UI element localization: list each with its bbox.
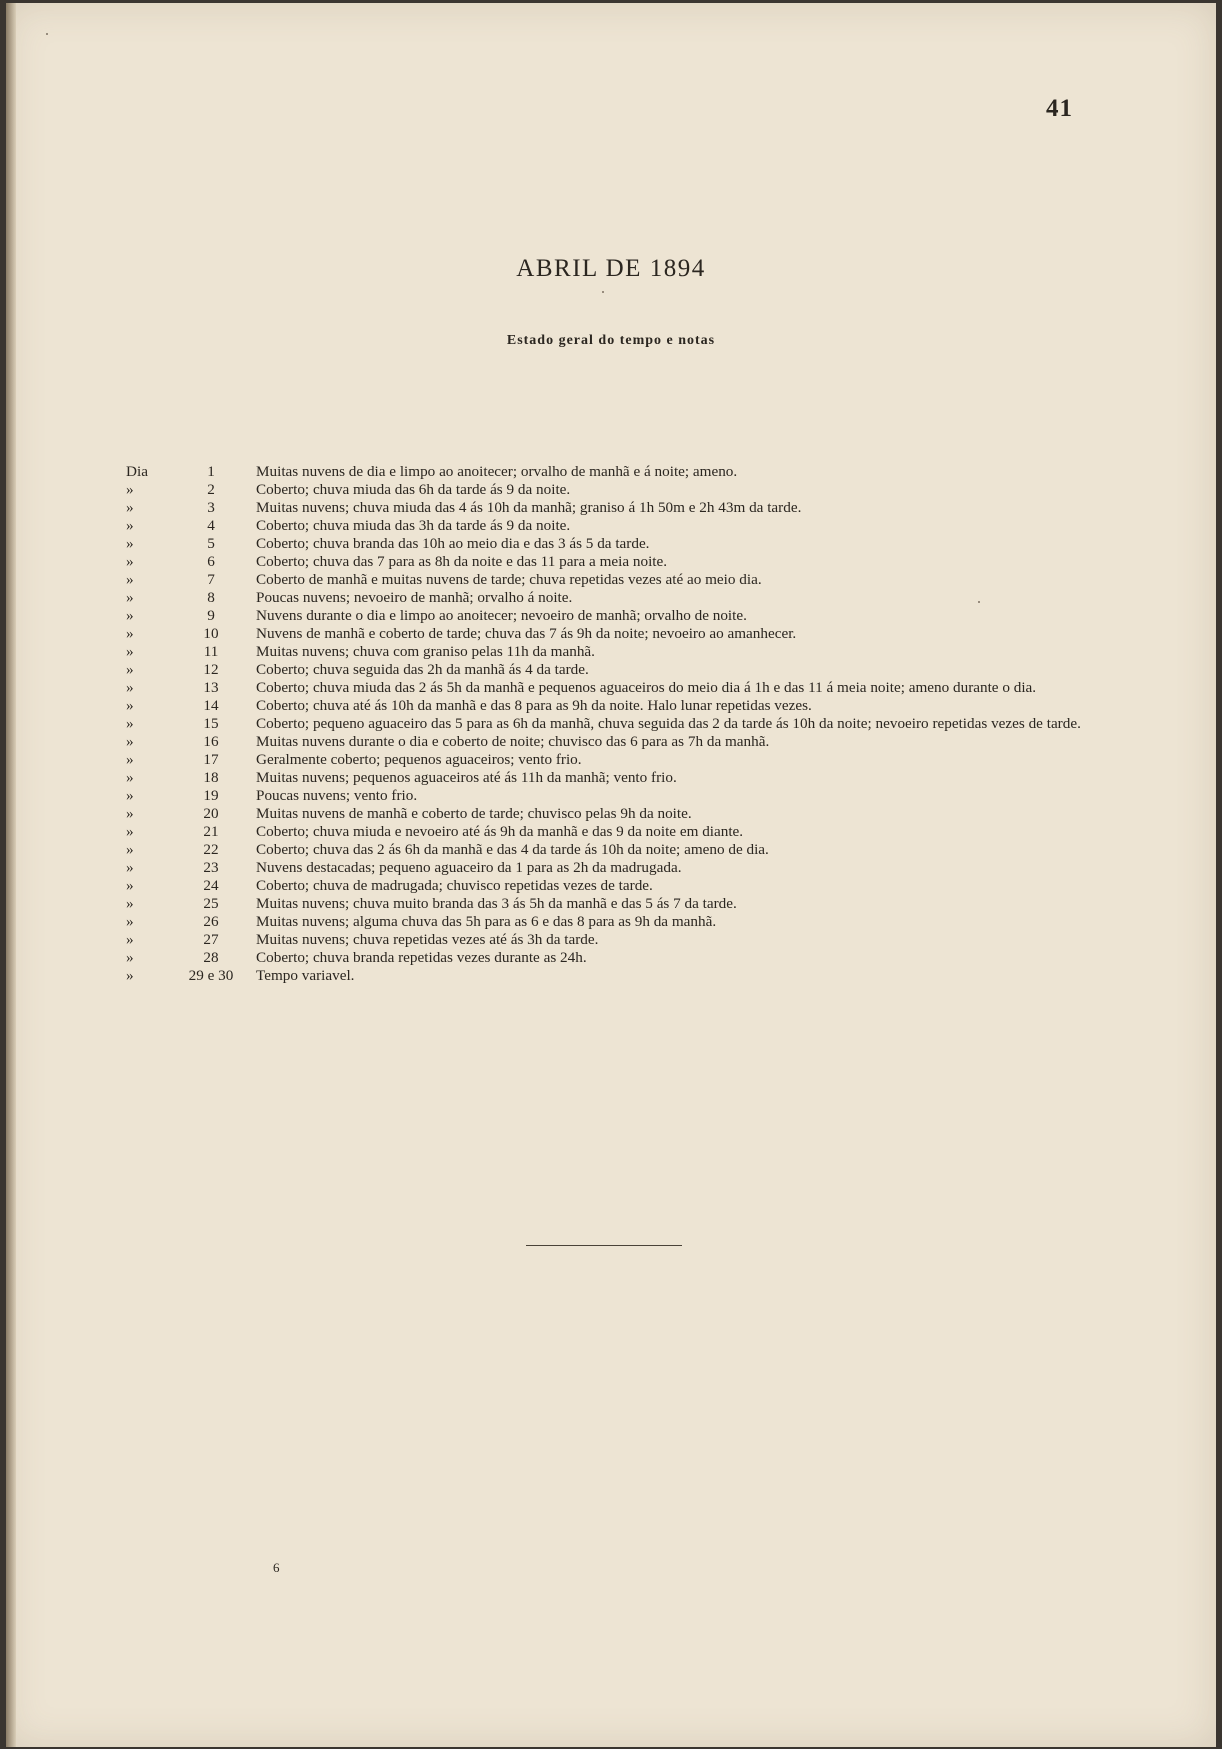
entry-label: » — [126, 787, 134, 804]
weather-entry — [126, 859, 1086, 877]
weather-entry — [126, 841, 1086, 859]
entry-note: Coberto; chuva branda das 10h ao meio dia e das 3 ás 5 da tarde. — [256, 535, 650, 552]
entry-day: 21 — [203, 823, 219, 840]
weather-entry — [126, 535, 1086, 553]
entry-note: Coberto; pequeno aguaceiro das 5 para as 6h da manhã, chuva seguida das 2 da tarde ás 10h da noite; nevoeiro repetidas vezes de tarde. — [256, 715, 1081, 732]
entry-note: Muitas nuvens de dia e limpo ao anoitecer; orvalho de manhã e á noite; ameno. — [256, 463, 738, 480]
entry-day: 3 — [207, 499, 215, 516]
entry-label: » — [126, 769, 134, 786]
entry-note: Muitas nuvens; chuva repetidas vezes até ás 3h da tarde. — [256, 931, 599, 948]
entry-label: » — [126, 661, 134, 678]
entry-note: Coberto; chuva seguida das 2h da manhã ás 4 da tarde. — [256, 661, 589, 678]
entry-label: » — [126, 805, 134, 822]
entry-note: Poucas nuvens; nevoeiro de manhã; orvalho á noite. — [256, 589, 573, 606]
weather-entry — [126, 643, 1086, 661]
entry-label: » — [126, 481, 134, 498]
weather-entry — [126, 967, 1086, 985]
entry-day: 24 — [203, 877, 219, 894]
entry-label: » — [126, 571, 134, 588]
weather-entry — [126, 913, 1086, 931]
entry-day: 8 — [207, 589, 215, 606]
weather-entry — [126, 481, 1086, 499]
entry-note: Coberto; chuva das 2 ás 6h da manhã e das 4 da tarde ás 10h da noite; ameno de dia. — [256, 841, 769, 858]
entry-label: » — [126, 607, 134, 624]
entry-day: 20 — [203, 805, 219, 822]
entry-note: Muitas nuvens; chuva miuda das 4 ás 10h da manhã; graniso á 1h 50m e 2h 43m da tarde. — [256, 499, 802, 516]
weather-entries — [126, 463, 1086, 985]
entry-label: » — [126, 643, 134, 660]
entry-note: Coberto; chuva miuda e nevoeiro até ás 9h da manhã e das 9 da noite em diante. — [256, 823, 744, 840]
weather-entry — [126, 751, 1086, 769]
weather-entry — [126, 931, 1086, 949]
weather-entry — [126, 463, 1086, 481]
entry-label: » — [126, 859, 134, 876]
weather-entry — [126, 571, 1086, 589]
weather-entry — [126, 517, 1086, 535]
entry-day: 18 — [203, 769, 219, 786]
entry-note: Coberto de manhã e muitas nuvens de tarde; chuva repetidas vezes até ao meio dia. — [256, 571, 762, 588]
entry-day: 16 — [203, 733, 219, 750]
weather-entry — [126, 949, 1086, 967]
document-page — [6, 3, 1216, 1747]
weather-entry — [126, 733, 1086, 751]
entry-note: Nuvens de manhã e coberto de tarde; chuva das 7 ás 9h da noite; nevoeiro ao amanhecer. — [256, 625, 797, 642]
entry-note: Muitas nuvens; chuva muito branda das 3 ás 5h da manhã e das 5 ás 7 da tarde. — [256, 895, 737, 912]
entry-day: 9 — [207, 607, 215, 624]
entry-note: Geralmente coberto; pequenos aguaceiros; vento frio. — [256, 751, 582, 768]
entry-day: 26 — [203, 913, 219, 930]
entry-label: » — [126, 715, 134, 732]
weather-entry — [126, 553, 1086, 571]
entry-label: » — [126, 751, 134, 768]
entry-note: Coberto; chuva miuda das 2 ás 5h da manhã e pequenos aguaceiros do meio dia á 1h e das 11 á meia noite; ameno durante o dia. — [256, 679, 1037, 696]
entry-day: 25 — [203, 895, 219, 912]
weather-entry — [126, 679, 1086, 697]
entry-note: Coberto; chuva até ás 10h da manhã e das 8 para as 9h da noite. Halo lunar repetidas vezes. — [256, 697, 812, 714]
entry-note: Muitas nuvens; pequenos aguaceiros até ás 11h da manhã; vento frio. — [256, 769, 677, 786]
entry-day: 14 — [203, 697, 219, 714]
entry-label: » — [126, 733, 134, 750]
entry-label: » — [126, 589, 134, 606]
closing-rule — [526, 1245, 682, 1246]
entry-label: » — [126, 823, 134, 840]
entry-label: Dia — [126, 463, 148, 480]
entry-day: 2 — [207, 481, 215, 498]
weather-entry — [126, 661, 1086, 679]
entry-note: Coberto; chuva das 7 para as 8h da noite e das 11 para a meia noite. — [256, 553, 668, 570]
entry-label: » — [126, 931, 134, 948]
entry-day: 4 — [207, 517, 215, 534]
entry-note: Coberto; chuva de madrugada; chuvisco repetidas vezes de tarde. — [256, 877, 653, 894]
weather-entry — [126, 895, 1086, 913]
entry-note: Muitas nuvens; chuva com graniso pelas 11h da manhã. — [256, 643, 595, 660]
entry-label: » — [126, 535, 134, 552]
entry-label: » — [126, 877, 134, 894]
entry-note: Poucas nuvens; vento frio. — [256, 787, 418, 804]
weather-entry — [126, 499, 1086, 517]
entry-day: 6 — [207, 553, 215, 570]
entry-label: » — [126, 697, 134, 714]
entry-day: 22 — [203, 841, 219, 858]
signature-mark: 6 — [273, 1560, 280, 1575]
entry-day: 12 — [203, 661, 219, 678]
entry-label: » — [126, 679, 134, 696]
page-title: ABRIL DE 1894 — [516, 255, 706, 282]
entry-day: 27 — [203, 931, 219, 948]
entry-day: 28 — [203, 949, 219, 966]
entry-day: 29 e 30 — [188, 967, 234, 984]
entry-day: 13 — [203, 679, 219, 696]
entry-day: 23 — [203, 859, 219, 876]
weather-entry — [126, 625, 1086, 643]
paper-speck — [978, 601, 980, 603]
weather-entry — [126, 877, 1086, 895]
entry-label: » — [126, 499, 134, 516]
weather-entry — [126, 805, 1086, 823]
entry-day: 10 — [203, 625, 219, 642]
entry-day: 11 — [203, 643, 219, 660]
entry-note: Coberto; chuva branda repetidas vezes durante as 24h. — [256, 949, 587, 966]
entry-day: 17 — [203, 751, 219, 768]
entry-label: » — [126, 913, 134, 930]
entry-note: Coberto; chuva miuda das 3h da tarde ás 9 da noite. — [256, 517, 571, 534]
entry-label: » — [126, 841, 134, 858]
weather-entry — [126, 787, 1086, 805]
entry-note: Nuvens destacadas; pequeno aguaceiro da 1 para as 2h da madrugada. — [256, 859, 682, 876]
page-number: 41 — [1046, 95, 1073, 122]
entry-note: Muitas nuvens durante o dia e coberto de noite; chuvisco das 6 para as 7h da manhã. — [256, 733, 770, 750]
entry-day: 15 — [203, 715, 219, 732]
entry-label: » — [126, 625, 134, 642]
entry-note: Tempo variavel. — [256, 967, 355, 984]
entry-label: » — [126, 517, 134, 534]
entry-label: » — [126, 967, 134, 984]
entry-label: » — [126, 949, 134, 966]
weather-entry — [126, 589, 1086, 607]
weather-entry — [126, 823, 1086, 841]
entry-label: » — [126, 895, 134, 912]
entry-note: Muitas nuvens; alguma chuva das 5h para as 6 e das 8 para as 9h da manhã. — [256, 913, 717, 930]
entry-day: 7 — [207, 571, 215, 588]
weather-entry — [126, 697, 1086, 715]
weather-entry — [126, 607, 1086, 625]
paper-speck — [602, 291, 604, 293]
weather-entry — [126, 769, 1086, 787]
entry-day: 1 — [207, 463, 215, 480]
entry-day: 19 — [203, 787, 219, 804]
entry-note: Nuvens durante o dia e limpo ao anoitecer; nevoeiro de manhã; orvalho de noite. — [256, 607, 747, 624]
entry-day: 5 — [207, 535, 215, 552]
entry-note: Muitas nuvens de manhã e coberto de tarde; chuvisco pelas 9h da noite. — [256, 805, 692, 822]
weather-entry — [126, 715, 1086, 733]
paper-speck — [46, 33, 48, 35]
page-subtitle: Estado geral do tempo e notas — [506, 333, 716, 348]
entry-note: Coberto; chuva miuda das 6h da tarde ás 9 da noite. — [256, 481, 571, 498]
entry-label: » — [126, 553, 134, 570]
